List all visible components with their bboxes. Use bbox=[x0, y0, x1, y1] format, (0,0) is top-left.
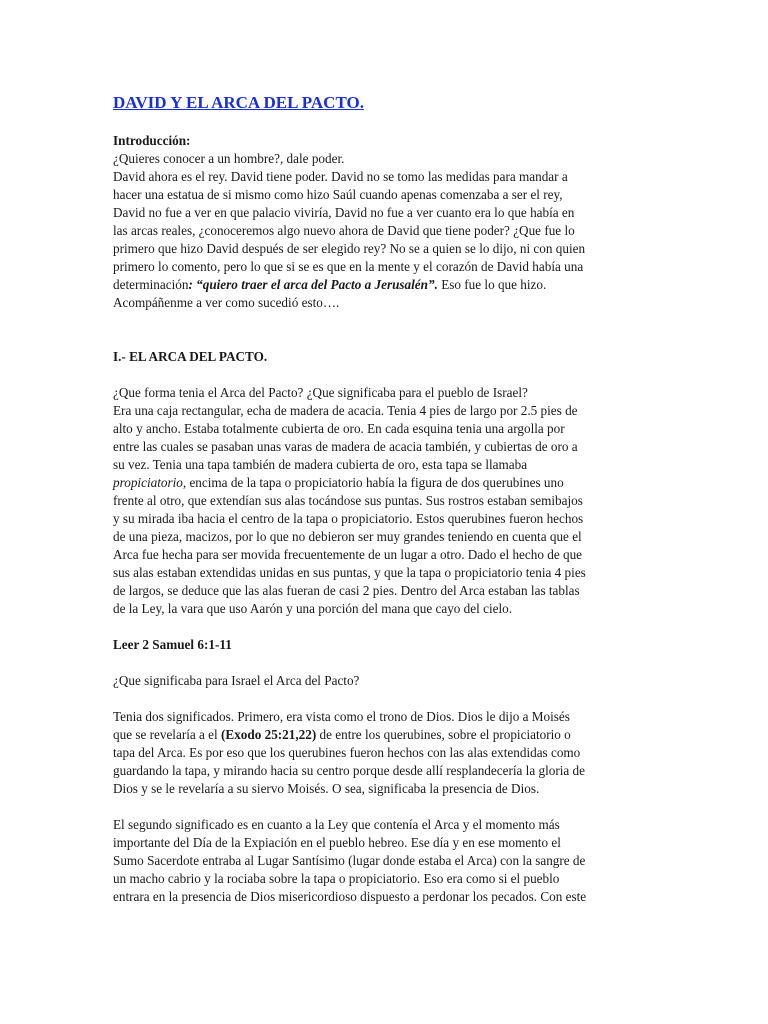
spacer bbox=[113, 618, 658, 636]
paragraph-text: de entre los querubines, sobre el propiciatorio o bbox=[316, 727, 571, 742]
paragraph-line: Sumo Sacerdote entraba al Lugar Santísimo (lugar donde estaba el Arca) con la sangre de bbox=[113, 853, 586, 868]
section1-question: ¿Que forma tenia el Arca del Pacto? ¿Que significaba para el pueblo de Israel? bbox=[113, 385, 528, 400]
section1-line: y su mirada iba hacia el centro de la tapa o propiciatorio. Estos querubines fueron hechos bbox=[113, 511, 584, 526]
section1-line: entre las cuales se pasaban unas varas de madera de acacia también, y cubiertas de oro a bbox=[113, 439, 578, 454]
paragraph-text: que se revelaría a el bbox=[113, 727, 221, 742]
meaning-paragraph-1 bbox=[113, 708, 658, 798]
spacer bbox=[113, 654, 658, 672]
section1-line: frente al otro, que extendían sus alas tocándose sus puntas. Sus rostros estaban semibajos bbox=[113, 493, 583, 508]
intro-paragraph bbox=[113, 150, 658, 312]
intro-heading: Introducción: bbox=[113, 133, 191, 148]
paragraph-line: guardando la tapa, y mirando hacia su centro porque desde allí resplandecería la gloria de bbox=[113, 763, 585, 778]
intro-line: David no fue a ver en que palacio viviría, David no fue a ver cuanto era lo que había en bbox=[113, 205, 575, 220]
question-line: ¿Que significaba para Israel el Arca del Pacto? bbox=[113, 673, 360, 688]
intro-line: las arcas reales, ¿conoceremos algo nuevo ahora de David que tiene poder? ¿Que fue lo bbox=[113, 223, 575, 238]
italic-term: propiciatorio bbox=[113, 475, 183, 490]
intro-text: determinación bbox=[113, 277, 189, 292]
meaning-paragraph-2 bbox=[113, 816, 658, 906]
intro-line: David ahora es el rey. David tiene poder. David no se tomo las medidas para mandar a bbox=[113, 169, 568, 184]
paragraph-line: un macho cabrio y la rociaba sobre la tapa o propiciatorio. Eso era como si el pueblo bbox=[113, 871, 560, 886]
reading-reference: Leer 2 Samuel 6:1-11 bbox=[113, 637, 232, 652]
intro-text: Eso fue lo que hizo. bbox=[437, 277, 547, 292]
section1-line: alto y ancho. Estaba totalmente cubierta de oro. En cada esquina tenia una argolla por bbox=[113, 421, 565, 436]
intro-line: ¿Quieres conocer a un hombre?, dale poder. bbox=[113, 151, 345, 166]
paragraph-line: entrara en la presencia de Dios misericordioso dispuesto a perdonar los pecados. Con este bbox=[113, 889, 587, 904]
section1-line: su vez. Tenia una tapa también de madera cubierta de oro, esta tapa se llamaba bbox=[113, 457, 528, 472]
document-page bbox=[113, 92, 658, 906]
section1-line: de largos, se deduce que las alas fueran de casi 2 pies. Dentro del Arca estaban las tablas bbox=[113, 583, 580, 598]
intro-line bbox=[113, 276, 658, 294]
intro-line: primero lo comento, pero lo que si se es que en la mente y el corazón de David había una bbox=[113, 259, 584, 274]
paragraph-line: tapa del Arca. Es por eso que los querubines fueron hechos con las alas extendidas como bbox=[113, 745, 581, 760]
spacer bbox=[113, 690, 658, 708]
intro-line: primero que hizo David después de ser elegido rey? No se a quien se lo dijo, ni con quien bbox=[113, 241, 586, 256]
spacer bbox=[113, 330, 658, 348]
scripture-reference: (Exodo 25:21,22) bbox=[221, 727, 317, 742]
section1-line: Era una caja rectangular, echa de madera de acacia. Tenia 4 pies de largo por 2.5 pies de bbox=[113, 403, 578, 418]
section1-line bbox=[113, 474, 658, 492]
david-quote: : “quiero traer el arca del Pacto a Jerusalén”. bbox=[188, 277, 438, 292]
paragraph-line: Tenia dos significados. Primero, era vista como el trono de Dios. Dios le dijo a Moisés bbox=[113, 709, 570, 724]
section-heading: I.- EL ARCA DEL PACTO. bbox=[113, 349, 268, 364]
intro-line: Acompáñenme a ver como sucedió esto…. bbox=[113, 295, 340, 310]
spacer bbox=[113, 312, 658, 330]
section1-line: sus alas estaban extendidas unidas en sus puntas, y que la tapa o propiciatorio tenia 4 pies bbox=[113, 565, 586, 580]
section1-paragraph bbox=[113, 384, 658, 618]
paragraph-line: importante del Día de la Expiación en el pueblo hebreo. Ese día y en ese momento el bbox=[113, 835, 561, 850]
spacer bbox=[113, 798, 658, 816]
section1-line: Arca fue hecha para ser movida frecuentemente de un lugar a otro. Dado el hecho de que bbox=[113, 547, 583, 562]
paragraph-line bbox=[113, 726, 658, 744]
section1-text: , encima de la tapa o propiciatorio había la figura de dos querubines uno bbox=[182, 475, 564, 490]
intro-line: hacer una estatua de si mismo como hizo Saúl cuando apenas comenzaba a ser el rey, bbox=[113, 187, 563, 202]
spacer bbox=[113, 366, 658, 384]
section1-line: de la Ley, la vara que uso Aarón y una porción del mana que cayo del cielo. bbox=[113, 601, 513, 616]
paragraph-line: Dios y se le revelaría a su siervo Moisés. O sea, significaba la presencia de Dios. bbox=[113, 781, 540, 796]
paragraph-line: El segundo significado es en cuanto a la Ley que contenía el Arca y el momento más bbox=[113, 817, 560, 832]
document-title[interactable]: DAVID Y EL ARCA DEL PACTO. bbox=[113, 93, 364, 112]
section1-line: de una pieza, macizos, por lo que no debieron ser muy grandes teniendo en cuenta que el bbox=[113, 529, 582, 544]
